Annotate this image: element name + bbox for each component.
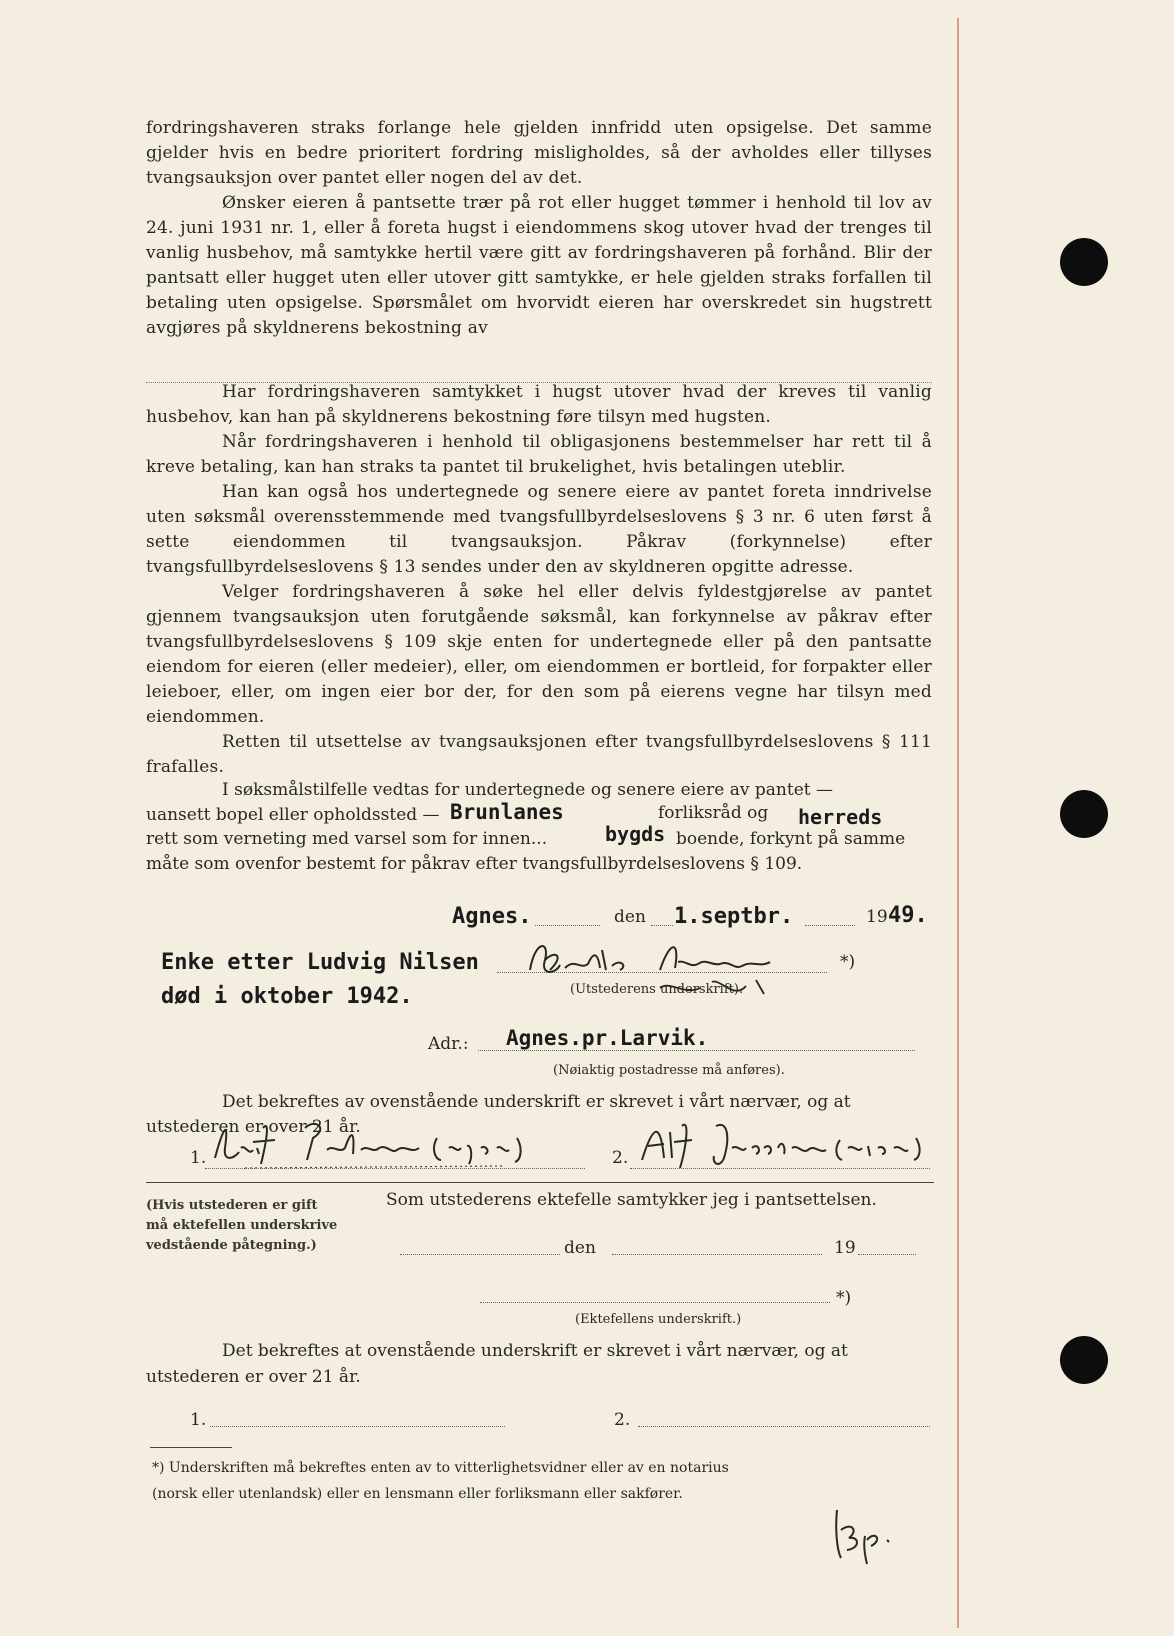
- witness1-text-2: utstederen er over 21 år.: [146, 1117, 361, 1137]
- dotted-leader: [651, 925, 673, 926]
- witness1-num-1: 1.: [190, 1148, 207, 1168]
- spouse-side-note: (Hvis utstederen er gift må ektefellen underskrive vedstående påtegning.): [146, 1198, 338, 1253]
- issuer-typed-line-1: Enke etter Ludvig Nilsen: [161, 950, 479, 975]
- address-caption: (Nøiaktig postadresse må anføres).: [553, 1063, 785, 1078]
- date-value: 1.septbr.: [674, 904, 794, 929]
- paragraph-payment: Når fordringshaveren i henhold til obligasjonens bestemmelser har rett til å kreve betaling, kan han straks ta pantet til brukelighet, hvis betalingen uteblir.: [146, 432, 932, 477]
- venue-line-1: I søksmålstilfelle vedtas for undertegnede og senere eiere av pantet —: [222, 780, 834, 800]
- section-rule: [146, 1182, 934, 1183]
- typed-place: Brunlanes: [450, 800, 564, 824]
- spouse-year-line: [858, 1254, 916, 1255]
- witness2-line-1: [210, 1426, 505, 1427]
- paragraph-enforcement: Han kan også hos undertegnede og senere eiere av pantet foreta inndrivelse uten søksmål overensstemmende med tvangsfullbyrdelseslovens § 3 nr. 6 uten først å sette eiendommen til tvangsauksjon. Påkrav (forkynnelse) efter tvangsfullbyrdelseslovens § 13 sendes under den av skyldneren opgitte adresse.: [146, 482, 932, 577]
- issuer-star: *): [840, 952, 856, 972]
- punch-hole: [1060, 790, 1108, 838]
- witness2-text-2: utstederen er over 21 år.: [146, 1367, 361, 1387]
- footnote-rule: [150, 1447, 232, 1448]
- spouse-star: *): [836, 1288, 852, 1308]
- paragraph-supervision: Har fordringshaveren samtykket i hugst utover hvad der kreves til vanlig husbehov, kan han på skyldnerens bekostning føre tilsyn med hugsten.: [146, 382, 932, 427]
- spouse-year-prefix: 19: [834, 1238, 856, 1258]
- initials-image: [825, 1500, 905, 1570]
- date-place: Agnes.: [452, 904, 532, 929]
- venue-line-3: rett som verneting med varsel som for innen...: [146, 829, 548, 849]
- typed-court: herreds: [798, 805, 883, 829]
- punch-hole: [1060, 238, 1108, 286]
- date-year-suffix: 49.: [888, 903, 928, 928]
- paragraph-timber-clause: Ønsker eieren å pantsette trær på rot eller hugget tømmer i henhold til lov av 24. juni 1931 nr. 1, eller å foreta hugst i eiendommens skog utover hvad der trenges til vanlig husbehov, må samtykke hertil være gitt av fordringshaveren på forhånd. Blir der pantsatt eller hugget uten eller utover gitt samtykke, er hele gjelden straks forfallen til betaling uten opsigelse. Spørsmålet om hvorvidt eieren har overskredet sin hugstrett avgjøres på skyldnerens bekostning av: [146, 193, 932, 338]
- spouse-signature-line: [480, 1302, 830, 1303]
- issuer-signature-image: [520, 930, 840, 1010]
- witness2-num-2: 2.: [614, 1410, 631, 1430]
- spouse-den-label: den: [564, 1238, 596, 1258]
- date-den-label: den: [614, 907, 646, 927]
- paragraph-auction: Velger fordringshaveren å søke hel eller delvis fyldestgjørelse av pantet gjennem tvangsauksjon uten forutgående søksmål, kan forkynnelse av påkrav efter tvangsfullbyrdelseslovens § 109 skje enten for undertegnede eller på den pantsatte eiendom for eieren (eller medeier), eller, om eiendommen er bortleid, for forpakter eller leieboer, eller, om ingen eier bor der, for den som på eierens vegne har tilsyn med eiendommen.: [146, 582, 932, 727]
- witness1-line-1: [205, 1168, 585, 1169]
- spouse-consent: Som utstederens ektefelle samtykker jeg i pantsettelsen.: [386, 1190, 877, 1210]
- issuer-typed-line-2: død i oktober 1942.: [161, 984, 413, 1009]
- date-year-prefix: 19: [866, 907, 888, 927]
- issuer-caption: (Utstederens underskrift).: [570, 982, 744, 997]
- typed-bygd: bygds: [605, 822, 666, 846]
- witness2-line-2: [638, 1426, 930, 1427]
- dotted-leader: [805, 925, 855, 926]
- witness2-text-1: Det bekreftes at ovenstående underskrift er skrevet i vårt nærvær, og at: [222, 1341, 848, 1361]
- address-line: [478, 1050, 915, 1051]
- punch-hole: [1060, 1336, 1108, 1384]
- venue-forliksrad: forliksråd og: [658, 803, 769, 823]
- address-value: Agnes.pr.Larvik.: [506, 1026, 709, 1050]
- footnote-line-1: *) Underskriften må bekreftes enten av to vitterlighetsvidner eller av en notarius: [152, 1460, 729, 1476]
- address-label: Adr.:: [428, 1034, 469, 1054]
- dotted-leader: [535, 925, 600, 926]
- spouse-place-line: [400, 1254, 560, 1255]
- paragraph-default-clause: fordringshaveren straks forlange hele gjelden innfridd uten opsigelse. Det samme gjelder hvis en bedre prioritert fordring misligholdes, så der avholdes eller tillyses tvangsauksjon over pantet eller nogen del av det.: [146, 118, 932, 188]
- witness1-line-2: [630, 1168, 930, 1169]
- margin-rule: [957, 18, 959, 1628]
- venue-line-2: uansett bopel eller opholdssted —: [146, 805, 440, 825]
- witness1-num-2: 2.: [612, 1148, 629, 1168]
- witness1-text-1: Det bekreftes av ovenstående underskrift er skrevet i vårt nærvær, og at: [222, 1092, 851, 1112]
- spouse-date-line: [612, 1254, 822, 1255]
- spouse-caption: (Ektefellens underskrift.): [575, 1312, 742, 1327]
- witness2-num-1: 1.: [190, 1410, 207, 1430]
- footnote-line-2: (norsk eller utenlandsk) eller en lensmann eller forliksmann eller sakfører.: [152, 1486, 683, 1502]
- venue-line-3-end: boende, forkynt på samme: [676, 829, 906, 849]
- venue-line-4: måte som ovenfor bestemt for påkrav efter tvangsfullbyrdelseslovens § 109.: [146, 854, 803, 874]
- paragraph-postponement: Retten til utsettelse av tvangsauksjonen efter tvangsfullbyrdelseslovens § 111 frafalles.: [146, 732, 932, 777]
